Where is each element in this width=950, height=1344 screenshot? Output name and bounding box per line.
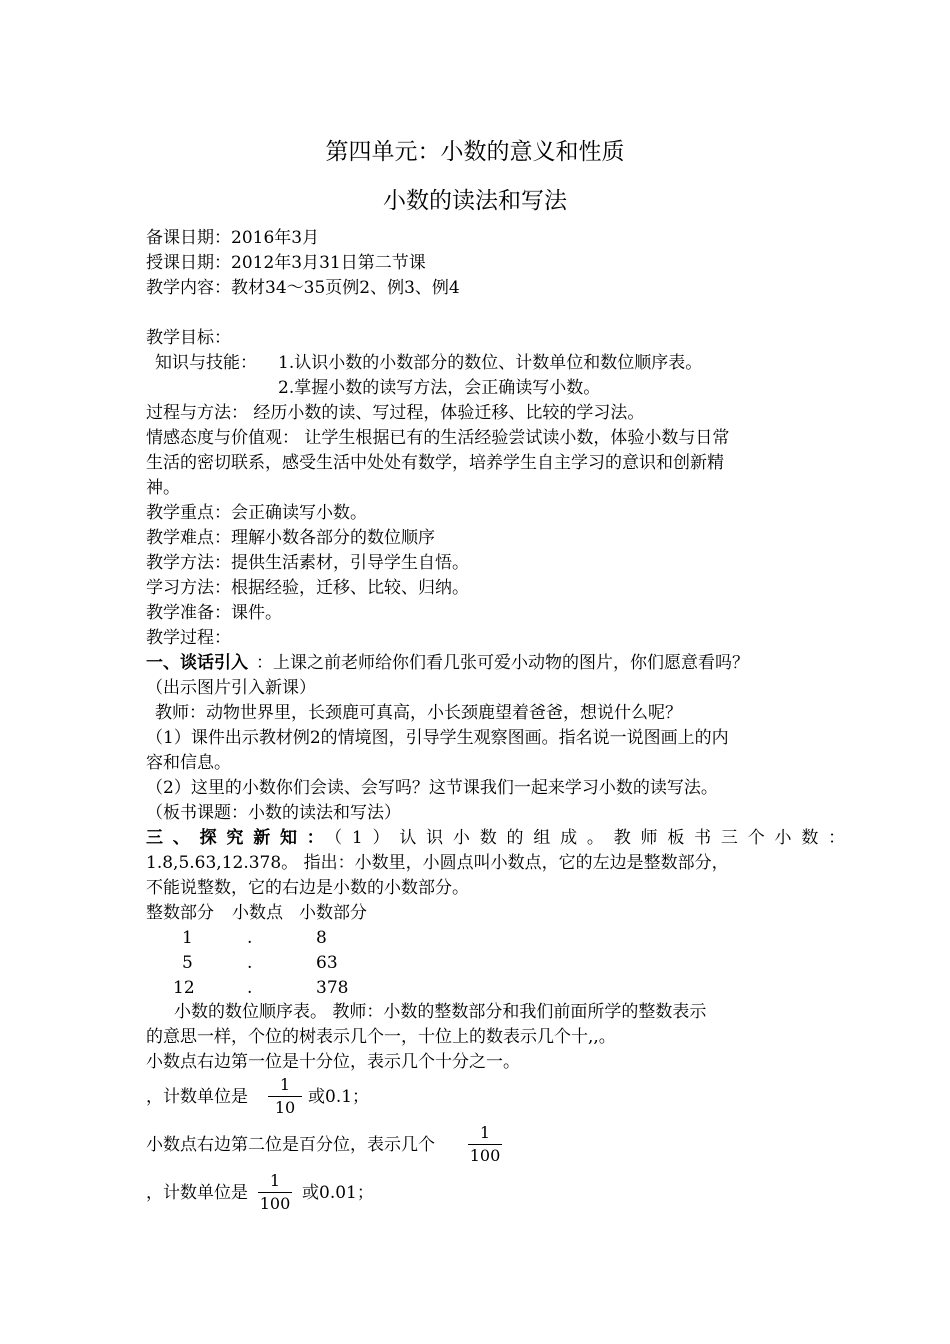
fraction-one-tenth	[268, 1077, 302, 1116]
fraction-denominator: 10	[274, 1098, 296, 1117]
teaching-method: 教学方法：提供生活素材，引导学生自悟。	[146, 553, 469, 573]
section-1-heading: 一、谈话引入	[146, 653, 248, 673]
fraction-bar	[268, 1096, 302, 1097]
section-3-line-1	[146, 830, 855, 847]
table-row-2-integer: 5	[182, 953, 193, 973]
unit-hundredth-prefix: ，计数单位是	[146, 1183, 248, 1203]
section-3-line-3: 不能说整数，它的右边是小数的小数部分。	[146, 878, 469, 898]
knowledge-goal-1: 1.认识小数的小数部分的数位、计数单位和数位顺序表。	[278, 353, 703, 373]
section-1-line-7: （板书课题：小数的读法和写法）	[146, 803, 401, 823]
section-1-line-4: （1）课件出示教材例2的情境图，引导学生观察图画。指名说一说图画上的内	[146, 728, 729, 748]
section-1-line-2: （出示图片引入新课）	[146, 678, 316, 698]
lesson-title: 小数的读法和写法	[383, 188, 567, 214]
section-1-line-1	[146, 655, 749, 672]
key-point: 教学重点：会正确读写小数。	[146, 503, 367, 523]
emotion-goal-line-1: 情感态度与价值观： 让学生根据已有的生活经验尝试读小数，体验小数与日常	[146, 428, 730, 448]
fraction-bar	[468, 1144, 502, 1145]
preparation: 教学准备：课件。	[146, 603, 282, 623]
section-1-line-3: 教师：动物世界里，长颈鹿可真高，小长颈鹿望着爸爸，想说什么呢？	[155, 703, 682, 723]
section-1-line-5: 容和信息。	[146, 753, 231, 773]
unit-hundredth-suffix: 或0.01；	[302, 1183, 374, 1203]
section-1-text: ：上课之前老师给你们看几张可爱小动物的图片，你们愿意看吗？	[256, 653, 749, 673]
fraction-denominator: 100	[469, 1146, 501, 1165]
fraction-denominator: 100	[259, 1194, 291, 1213]
unit-tenth-suffix: 或0.1；	[308, 1087, 370, 1107]
section-3-line-2: 1.8,5.63,12.378。 指出：小数里，小圆点叫小数点，它的左边是整数部分，	[146, 853, 729, 873]
table-row-3-fraction: 378	[316, 978, 349, 998]
table-row-1-integer: 1	[182, 928, 193, 948]
table-row-1-point: .	[247, 928, 253, 948]
goals-heading: 教学目标：	[146, 328, 231, 348]
table-row-3-point: .	[247, 978, 253, 998]
fraction-bar	[258, 1192, 292, 1193]
after-table-line-2: 的意思一样，个位的树表示几个一，十位上的数表示几个十,,。	[146, 1027, 616, 1047]
emotion-goal-line-3: 神。	[146, 478, 180, 498]
process-goal: 过程与方法： 经历小数的读、写过程，体验迁移、比较的学习法。	[146, 403, 645, 423]
table-header-integer: 整数部分	[146, 903, 214, 923]
fraction-numerator: 1	[479, 1123, 491, 1142]
emotion-goal-line-2: 生活的密切联系，感受生活中处处有数学，培养学生自主学习的意识和创新精	[146, 453, 724, 473]
section-3-heading: 三、探究新知：	[146, 828, 334, 848]
unit-title: 第四单元：小数的意义和性质	[325, 139, 625, 165]
difficulty: 教学难点：理解小数各部分的数位顺序	[146, 528, 435, 548]
section-1-line-6: （2）这里的小数你们会读、会写吗？这节课我们一起来学习小数的读写法。	[146, 778, 718, 798]
fraction-one-hundredth-b	[258, 1173, 292, 1212]
study-method: 学习方法：根据经验，迁移、比较、归纳。	[146, 578, 469, 598]
fraction-one-hundredth-a	[468, 1125, 502, 1164]
table-header-fraction: 小数部分	[299, 903, 367, 923]
table-header-point: 小数点	[232, 903, 283, 923]
knowledge-label: 知识与技能：	[155, 353, 257, 373]
fraction-numerator: 1	[269, 1171, 281, 1190]
section-3-text: （1）认识小数的组成。教师板书三个小数：	[333, 828, 855, 848]
table-row-1-fraction: 8	[316, 928, 327, 948]
table-row-2-point: .	[247, 953, 253, 973]
teach-date: 授课日期：2012年3月31日第二节课	[146, 253, 426, 273]
table-row-2-fraction: 63	[316, 953, 338, 973]
unit-tenth-prefix: ，计数单位是	[146, 1087, 248, 1107]
knowledge-goal-2: 2.掌握小数的读写方法，会正确读写小数。	[278, 378, 601, 398]
after-table-line-3: 小数点右边第一位是十分位，表示几个十分之一。	[146, 1052, 520, 1072]
table-row-3-integer: 12	[173, 978, 195, 998]
prep-date: 备课日期：2016年3月	[146, 228, 320, 248]
process-heading: 教学过程：	[146, 628, 231, 648]
fraction-numerator: 1	[279, 1075, 291, 1094]
after-table-line-1: 小数的数位顺序表。 教师：小数的整数部分和我们前面所学的整数表示	[174, 1002, 707, 1022]
hundredth-line: 小数点右边第二位是百分位，表示几个	[146, 1135, 435, 1155]
teach-content: 教学内容：教材34～35页例2、例3、例4	[146, 278, 460, 298]
